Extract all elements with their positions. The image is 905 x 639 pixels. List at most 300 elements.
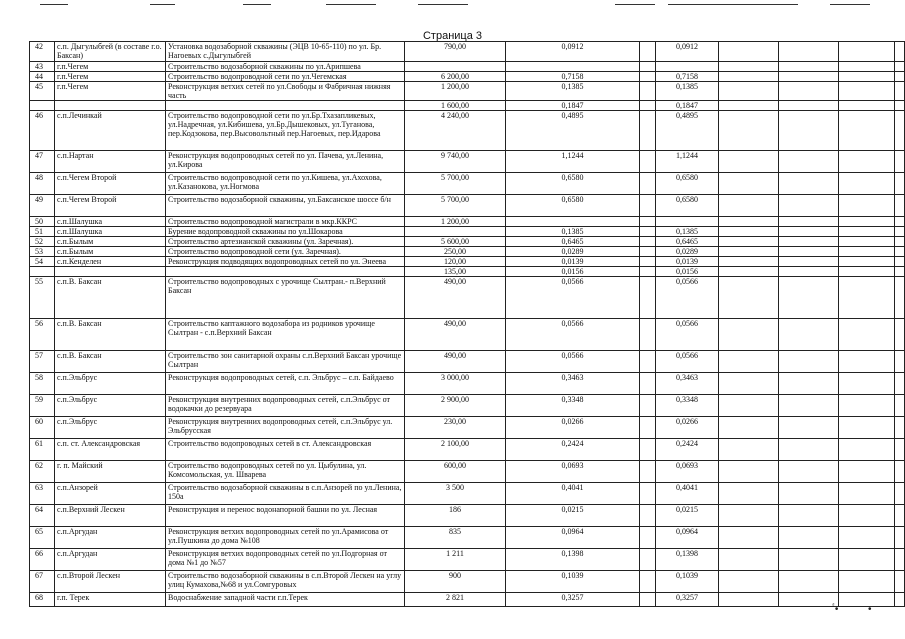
empty-cell [839, 395, 895, 417]
share-value-cell [506, 217, 640, 227]
amount-cell: 6 200,00 [405, 72, 506, 82]
amount-cell: 186 [405, 505, 506, 527]
empty-cell [779, 101, 839, 111]
empty-cell [640, 111, 656, 151]
empty-cell [719, 42, 779, 62]
empty-cell [640, 173, 656, 195]
empty-cell [719, 417, 779, 439]
share-value-cell: 0,0912 [506, 42, 640, 62]
table-row [30, 417, 905, 439]
empty-cell [839, 237, 895, 247]
empty-cell [719, 505, 779, 527]
empty-cell [779, 351, 839, 373]
work-description-cell: Реконструкция водопроводных сетей по ул. Пачева, ул.Ленина, ул.Кирова [166, 151, 405, 173]
table-row [30, 527, 905, 549]
empty-cell [839, 461, 895, 483]
share-value-cell: 0,6580 [506, 173, 640, 195]
share-value-copy-cell: 0,0912 [656, 42, 719, 62]
amount-cell: 490,00 [405, 319, 506, 351]
table-row [30, 277, 905, 319]
empty-cell [895, 267, 905, 277]
row-number: 43 [30, 62, 55, 72]
settlement-cell: с.п.Эльбрус [55, 395, 166, 417]
table-row [30, 395, 905, 417]
share-value-cell: 0,0266 [506, 417, 640, 439]
row-number: 61 [30, 439, 55, 461]
empty-cell [779, 549, 839, 571]
empty-cell [839, 593, 895, 607]
empty-cell [779, 173, 839, 195]
row-number: 47 [30, 151, 55, 173]
empty-cell [839, 257, 895, 267]
share-value-cell: 1,1244 [506, 151, 640, 173]
settlement-cell: с.п.В. Баксан [55, 277, 166, 319]
empty-cell [779, 195, 839, 217]
empty-cell [779, 483, 839, 505]
share-value-cell [506, 62, 640, 72]
empty-cell [719, 72, 779, 82]
empty-cell [839, 527, 895, 549]
amount-cell: 600,00 [405, 461, 506, 483]
share-value-cell: 0,0964 [506, 527, 640, 549]
empty-cell [895, 195, 905, 217]
share-value-copy-cell: 0,0566 [656, 351, 719, 373]
share-value-copy-cell: 0,4895 [656, 111, 719, 151]
share-value-cell: 0,3257 [506, 593, 640, 607]
empty-cell [719, 483, 779, 505]
share-value-cell: 0,0156 [506, 267, 640, 277]
empty-cell [839, 319, 895, 351]
amount-cell: 135,00 [405, 267, 506, 277]
settlement-cell: с.п.Аргудан [55, 549, 166, 571]
table-row [30, 439, 905, 461]
empty-cell [779, 217, 839, 227]
empty-cell [895, 237, 905, 247]
amount-cell: 2 100,00 [405, 439, 506, 461]
share-value-copy-cell: 0,1385 [656, 227, 719, 237]
empty-cell [895, 483, 905, 505]
share-value-cell: 0,1385 [506, 227, 640, 237]
amount-cell: 5 700,00 [405, 195, 506, 217]
table-row [30, 373, 905, 395]
work-description-cell: Реконструкция водопроводных сетей, с.п. Эльбрус – с.п. Байдаево [166, 373, 405, 395]
empty-cell [719, 593, 779, 607]
row-number [30, 101, 55, 111]
empty-cell [895, 439, 905, 461]
table-row [30, 151, 905, 173]
share-value-copy-cell: 0,6580 [656, 195, 719, 217]
empty-cell [895, 151, 905, 173]
empty-cell [839, 111, 895, 151]
amount-cell: 250,00 [405, 247, 506, 257]
empty-cell [839, 82, 895, 101]
empty-cell [640, 82, 656, 101]
row-number [30, 267, 55, 277]
empty-cell [839, 217, 895, 227]
empty-cell [839, 72, 895, 82]
amount-cell: 120,00 [405, 257, 506, 267]
empty-cell [719, 247, 779, 257]
table-row [30, 195, 905, 217]
empty-cell [895, 72, 905, 82]
work-description-cell: Строительство водозаборной скважины в с.п.Второй Лескен на углу улиц Кумахова,№68 и ул.Сомгуровых [166, 571, 405, 593]
share-value-copy-cell: 0,0266 [656, 417, 719, 439]
settlement-cell: с.п.Кенделен [55, 257, 166, 267]
row-number: 66 [30, 549, 55, 571]
empty-cell [895, 257, 905, 267]
share-value-copy-cell: 0,2424 [656, 439, 719, 461]
row-number: 63 [30, 483, 55, 505]
share-value-copy-cell: 0,0156 [656, 267, 719, 277]
share-value-copy-cell: 0,0139 [656, 257, 719, 267]
settlement-cell [55, 101, 166, 111]
empty-cell [895, 527, 905, 549]
empty-cell [895, 351, 905, 373]
share-value-copy-cell: 0,1398 [656, 549, 719, 571]
empty-cell [640, 151, 656, 173]
share-value-cell: 0,4895 [506, 111, 640, 151]
row-number: 58 [30, 373, 55, 395]
scan-top-line [243, 4, 271, 5]
table-row [30, 483, 905, 505]
empty-cell [895, 505, 905, 527]
empty-cell [719, 571, 779, 593]
empty-cell [719, 237, 779, 247]
settlement-cell: с.п.Былым [55, 247, 166, 257]
empty-cell [839, 277, 895, 319]
amount-cell: 1 200,00 [405, 82, 506, 101]
table-row [30, 351, 905, 373]
empty-cell [719, 267, 779, 277]
work-description-cell: Реконструкция ветхих сетей по ул.Свободы и Фабричная нижняя часть [166, 82, 405, 101]
empty-cell [895, 571, 905, 593]
share-value-cell: 0,2424 [506, 439, 640, 461]
settlement-cell: с.п.Былым [55, 237, 166, 247]
table-row [30, 461, 905, 483]
row-number: 44 [30, 72, 55, 82]
settlement-cell: г.п.Чегем [55, 62, 166, 72]
empty-cell [895, 82, 905, 101]
scan-top-line [326, 4, 376, 5]
empty-cell [719, 351, 779, 373]
settlement-cell: г.п. Терек [55, 593, 166, 607]
amount-cell: 3 500 [405, 483, 506, 505]
work-description-cell: Реконструкция и перенос водонапорной башни по ул. Лесная [166, 505, 405, 527]
amount-cell [405, 227, 506, 237]
empty-cell [779, 247, 839, 257]
settlement-cell: с.п.Чегем Второй [55, 195, 166, 217]
empty-cell [640, 483, 656, 505]
work-description-cell: Строительство артезианской скважины (ул. Заречная). [166, 237, 405, 247]
row-number: 48 [30, 173, 55, 195]
empty-cell [640, 527, 656, 549]
row-number: 42 [30, 42, 55, 62]
amount-cell: 1 200,00 [405, 217, 506, 227]
empty-cell [839, 173, 895, 195]
empty-cell [719, 151, 779, 173]
share-value-copy-cell: 0,0215 [656, 505, 719, 527]
table-row [30, 549, 905, 571]
settlement-cell: с.п.В. Баксан [55, 319, 166, 351]
empty-cell [640, 42, 656, 62]
settlement-cell: с.п.Шалушка [55, 217, 166, 227]
amount-cell: 4 240,00 [405, 111, 506, 151]
empty-cell [779, 571, 839, 593]
empty-cell [640, 257, 656, 267]
empty-cell [640, 267, 656, 277]
work-description-cell [166, 267, 405, 277]
work-description-cell: Реконструкция внутренних водопроводных сетей, с.п.Эльбрус от водокачки до резервуара [166, 395, 405, 417]
settlement-cell: с.п.Лечинкай [55, 111, 166, 151]
empty-cell [839, 151, 895, 173]
empty-cell [779, 111, 839, 151]
empty-cell [719, 257, 779, 267]
empty-cell [640, 217, 656, 227]
empty-cell [839, 483, 895, 505]
empty-cell [895, 319, 905, 351]
row-number: 53 [30, 247, 55, 257]
work-description-cell: Строительство водопроводных сетей по ул. Цыбулина, ул. Комсомольская, ул. Шварева [166, 461, 405, 483]
amount-cell: 490,00 [405, 277, 506, 319]
amount-cell: 9 740,00 [405, 151, 506, 173]
empty-cell [640, 101, 656, 111]
empty-cell [640, 461, 656, 483]
empty-cell [640, 62, 656, 72]
empty-cell [779, 395, 839, 417]
empty-cell [839, 439, 895, 461]
scan-top-line [668, 4, 798, 5]
amount-cell: 900 [405, 571, 506, 593]
share-value-cell: 0,0566 [506, 319, 640, 351]
table-row [30, 247, 905, 257]
row-number: 54 [30, 257, 55, 267]
empty-cell [839, 373, 895, 395]
empty-cell [719, 195, 779, 217]
settlement-cell: с.п.Эльбрус [55, 417, 166, 439]
empty-cell [719, 461, 779, 483]
empty-cell [719, 319, 779, 351]
scan-top-line [418, 4, 468, 5]
share-value-cell: 0,3463 [506, 373, 640, 395]
share-value-cell: 0,4041 [506, 483, 640, 505]
empty-cell [640, 571, 656, 593]
empty-cell [719, 217, 779, 227]
empty-cell [719, 373, 779, 395]
empty-cell [779, 237, 839, 247]
empty-cell [719, 439, 779, 461]
empty-cell [779, 593, 839, 607]
empty-cell [719, 111, 779, 151]
empty-cell [839, 227, 895, 237]
share-value-cell: 0,0693 [506, 461, 640, 483]
row-number: 50 [30, 217, 55, 227]
settlement-cell: с.п.В. Баксан [55, 351, 166, 373]
settlement-cell: с.п.Чегем Второй [55, 173, 166, 195]
scan-artifact-mark: • [868, 604, 872, 615]
share-value-cell: 0,1385 [506, 82, 640, 101]
settlement-cell: с.п. Дыгулыбгей (в составе г.о. Баксан) [55, 42, 166, 62]
work-description-cell: Строительство водозаборной скважины, ул.Баксанское шоссе б/н [166, 195, 405, 217]
row-number: 46 [30, 111, 55, 151]
share-value-copy-cell: 0,1039 [656, 571, 719, 593]
empty-cell [779, 82, 839, 101]
share-value-cell: 0,0289 [506, 247, 640, 257]
share-value-cell: 0,0215 [506, 505, 640, 527]
empty-cell [779, 151, 839, 173]
empty-cell [779, 527, 839, 549]
empty-cell [895, 417, 905, 439]
table-row [30, 319, 905, 351]
table-row [30, 257, 905, 267]
empty-cell [779, 461, 839, 483]
table-row [30, 505, 905, 527]
share-value-copy-cell: 0,0964 [656, 527, 719, 549]
empty-cell [839, 351, 895, 373]
empty-cell [640, 237, 656, 247]
row-number: 45 [30, 82, 55, 101]
scan-artifact-mark: ٴ• [832, 604, 839, 615]
share-value-cell: 0,1039 [506, 571, 640, 593]
amount-cell: 790,00 [405, 42, 506, 62]
scan-top-line [150, 4, 175, 5]
share-value-cell: 0,3348 [506, 395, 640, 417]
table-row [30, 42, 905, 62]
share-value-copy-cell: 0,6580 [656, 173, 719, 195]
empty-cell [895, 277, 905, 319]
work-description-cell: Установка водозаборной скважины (ЭЦВ 10-65-110) по ул. Бр. Нагоевых с.Дыгулыбгей [166, 42, 405, 62]
work-description-cell: Строительство водопроводных с урочище Сылтран.- п.Верхний Баксан [166, 277, 405, 319]
share-value-copy-cell: 0,4041 [656, 483, 719, 505]
work-description-cell: Реконструкция ветхих водопроводных сетей по ул.Подгорная от дома №1 до №57 [166, 549, 405, 571]
empty-cell [640, 277, 656, 319]
empty-cell [839, 101, 895, 111]
row-number: 64 [30, 505, 55, 527]
row-number: 67 [30, 571, 55, 593]
settlement-cell: с.п.Эльбрус [55, 373, 166, 395]
share-value-cell: 0,1847 [506, 101, 640, 111]
settlement-cell [55, 267, 166, 277]
empty-cell [640, 395, 656, 417]
table-row [30, 72, 905, 82]
work-description-cell: Строительство водопроводных сетей в ст. Александровская [166, 439, 405, 461]
row-number: 62 [30, 461, 55, 483]
empty-cell [779, 373, 839, 395]
empty-cell [719, 173, 779, 195]
empty-cell [895, 227, 905, 237]
empty-cell [839, 505, 895, 527]
work-description-cell: Строительство зон санитарной охраны с.п.Верхний Баксан урочище Сылтран [166, 351, 405, 373]
empty-cell [779, 319, 839, 351]
empty-cell [839, 417, 895, 439]
share-value-cell: 0,0566 [506, 277, 640, 319]
empty-cell [895, 549, 905, 571]
empty-cell [719, 101, 779, 111]
share-value-copy-cell: 0,7158 [656, 72, 719, 82]
empty-cell [640, 195, 656, 217]
table-row [30, 593, 905, 607]
empty-cell [779, 42, 839, 62]
work-description-cell: Строительство водопроводной сети (ул. Заречная). [166, 247, 405, 257]
empty-cell [779, 227, 839, 237]
share-value-copy-cell [656, 217, 719, 227]
empty-cell [839, 42, 895, 62]
share-value-copy-cell: 0,3257 [656, 593, 719, 607]
row-number: 49 [30, 195, 55, 217]
share-value-copy-cell: 1,1244 [656, 151, 719, 173]
row-number: 60 [30, 417, 55, 439]
work-description-cell: Строительство водопроводной сети по ул.Бр.Тхазапликевых, ул.Надречная, ул.Кибишева, ул.Бр.Дышековых, ул.Туганова, пер.Кодзокова, пер.Высовольтный пер.Нагоевых, пер.Идарова [166, 111, 405, 151]
share-value-copy-cell: 0,1385 [656, 82, 719, 101]
empty-cell [779, 417, 839, 439]
empty-cell [640, 505, 656, 527]
work-description-cell: Строительство водопроводной магистрали в мкр.ККРС [166, 217, 405, 227]
share-value-copy-cell [656, 62, 719, 72]
share-value-cell: 0,0566 [506, 351, 640, 373]
empty-cell [895, 395, 905, 417]
table-row [30, 217, 905, 227]
empty-cell [895, 42, 905, 62]
page-number-label: Страница 3 [422, 30, 483, 42]
amount-cell: 5 700,00 [405, 173, 506, 195]
empty-cell [839, 247, 895, 257]
settlement-cell: с.п.Второй Лескен [55, 571, 166, 593]
empty-cell [895, 461, 905, 483]
empty-cell [640, 417, 656, 439]
share-value-copy-cell: 0,0693 [656, 461, 719, 483]
empty-cell [779, 62, 839, 72]
settlement-cell: г.п.Чегем [55, 82, 166, 101]
amount-cell [405, 62, 506, 72]
row-number: 59 [30, 395, 55, 417]
empty-cell [839, 267, 895, 277]
empty-cell [719, 395, 779, 417]
share-value-copy-cell: 0,0566 [656, 277, 719, 319]
work-description-cell: Строительство каптажного водозабора из родников урочище Сылтран - с.п.Верхний Баксан [166, 319, 405, 351]
settlement-cell: с.п. ст. Александровская [55, 439, 166, 461]
work-description-cell: Реконструкция внутренних водопроводных сетей, с.п.Эльбрус ул. Эльбрусская [166, 417, 405, 439]
table-row [30, 173, 905, 195]
share-value-copy-cell: 0,0566 [656, 319, 719, 351]
amount-cell: 2 900,00 [405, 395, 506, 417]
table-row [30, 101, 905, 111]
work-description-cell: Реконструкция ветхих водопроводных сетей по ул.Арамисова от ул.Пушкина до дома №108 [166, 527, 405, 549]
empty-cell [719, 62, 779, 72]
settlement-cell: с.п.Аргудан [55, 527, 166, 549]
empty-cell [719, 527, 779, 549]
work-description-cell: Строительство водозаборной скважины в с.п.Анзорей по ул.Ленина, 150а [166, 483, 405, 505]
empty-cell [640, 72, 656, 82]
table-row [30, 227, 905, 237]
share-value-cell: 0,0139 [506, 257, 640, 267]
empty-cell [779, 277, 839, 319]
share-value-copy-cell: 0,0289 [656, 247, 719, 257]
share-value-copy-cell: 0,3348 [656, 395, 719, 417]
empty-cell [640, 549, 656, 571]
empty-cell [895, 101, 905, 111]
row-number: 52 [30, 237, 55, 247]
work-description-cell: Строительство водозаборной скважины по ул.Арипшева [166, 62, 405, 72]
amount-cell: 835 [405, 527, 506, 549]
row-number: 68 [30, 593, 55, 607]
share-value-copy-cell: 0,1847 [656, 101, 719, 111]
work-description-cell: Реконструкция подводящих водопроводных сетей по ул. Энеева [166, 257, 405, 267]
empty-cell [895, 247, 905, 257]
amount-cell: 230,00 [405, 417, 506, 439]
amount-cell: 490,00 [405, 351, 506, 373]
settlement-cell: с.п.Шалушка [55, 227, 166, 237]
table-body [30, 42, 905, 607]
settlement-cell: г.п.Чегем [55, 72, 166, 82]
